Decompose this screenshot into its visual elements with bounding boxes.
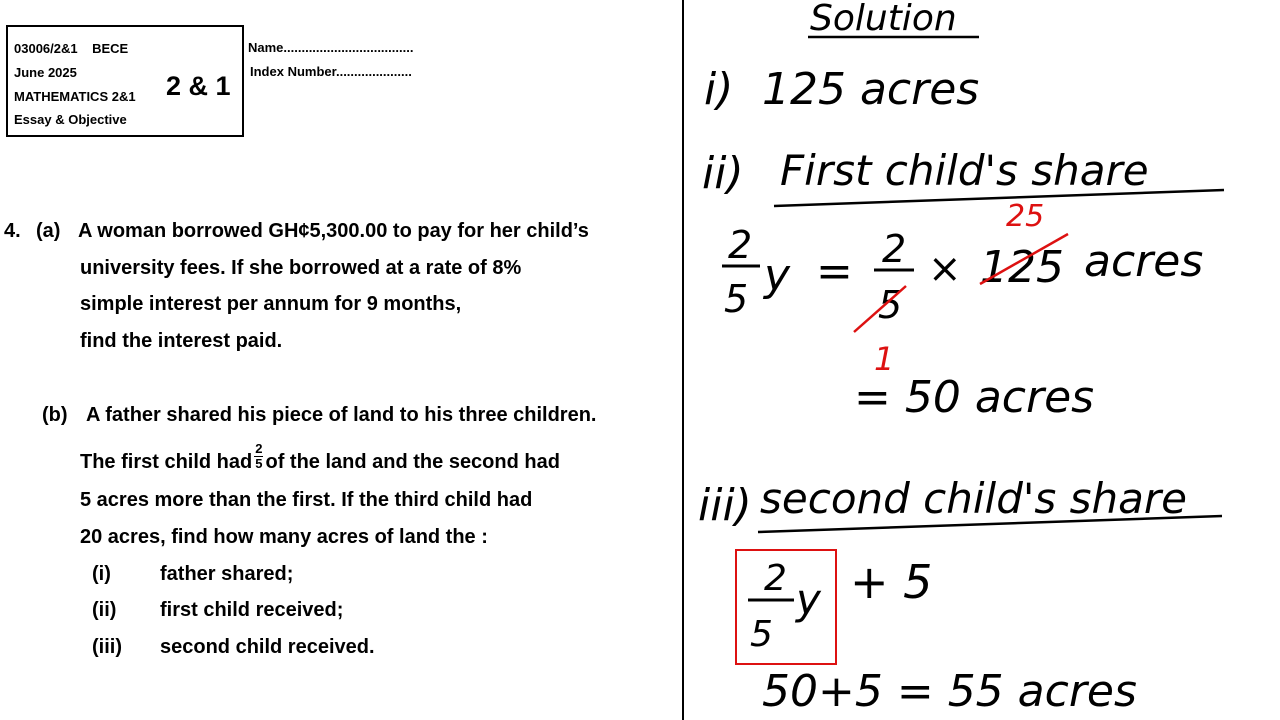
exam-paper-type: Essay & Objective [14,112,127,127]
part-b-line-1: A father shared his piece of land to his three children. [86,404,597,426]
part-b-line-3: 5 acres more than the first. If the third child had [80,489,533,511]
subpart-ii-label: (ii) [92,599,117,621]
exam-subject: MATHEMATICS 2&1 [14,89,136,104]
exam-date: June 2025 [14,65,77,80]
exam-header-box [6,25,244,137]
subpart-ii-text: first child received; [160,599,344,621]
eq3-numerator: 2 [764,558,787,599]
eq1-lhs-numerator: 2 [728,223,753,267]
eq1-times: × [928,246,962,292]
eq1-lhs-denominator: 5 [724,277,749,321]
part-ii-heading: First child's share [780,146,1149,195]
part-b-line-2: The first child had $\frac{2}{5}$ of the land and the second had [80,441,560,473]
eq3-denominator: 5 [750,614,773,655]
part-i-label: i) [704,64,734,115]
paper-number: 2 & 1 [166,71,231,101]
part-a-line-4: find the interest paid. [80,330,283,352]
eq3-variable: y [796,575,821,624]
exam-code: 03006/2&1 BECE [14,41,129,56]
eq1-rhs-numerator: 2 [882,227,907,271]
cancel-result-top: 25 [1006,199,1045,234]
question-number: 4. [4,220,21,242]
eq3-plus-five: + 5 [850,555,933,609]
part-a-label: (a) [36,220,61,242]
part-iii-heading: second child's share [760,474,1187,523]
eq1-value: 125 [980,242,1064,293]
part-a-line-3: simple interest per annum for 9 months, [80,293,462,315]
solution-title: Solution [810,0,957,39]
eq1-lhs-variable: y [764,250,791,301]
part-a-line-2: university fees. If she borrowed at a rate of 8% [80,257,522,279]
eq2-result: = 50 acres [854,372,1095,423]
subpart-i-text: father shared; [160,563,294,585]
subpart-iii-label: (iii) [92,636,122,658]
part-a-line-1: A woman borrowed GH¢5,300.00 to pay for her child’s [78,220,589,242]
part-i-answer: 125 acres [762,64,980,115]
part-b-line-4: 20 acres, find how many acres of land the : [80,526,488,548]
part-ii-label: ii) [702,148,744,199]
name-field: Name.................................... [248,40,414,55]
index-number-field: Index Number..................... [250,64,412,79]
part-b-label: (b) [42,404,68,426]
fraction-two-fifths: $\frac{2}{5}$ [255,441,263,471]
eq4-result: 50+5 = 55 acres [762,666,1137,717]
subpart-i-label: (i) [92,563,111,585]
eq1-rhs-denominator: 5 [878,283,903,327]
handwritten-solution [684,0,1280,720]
subpart-iii-text: second child received. [160,636,375,658]
eq1-unit: acres [1084,236,1204,287]
part-iii-label: iii) [698,480,752,531]
cancel-result-bottom: 1 [874,340,895,378]
eq1-equals: = [816,246,853,297]
